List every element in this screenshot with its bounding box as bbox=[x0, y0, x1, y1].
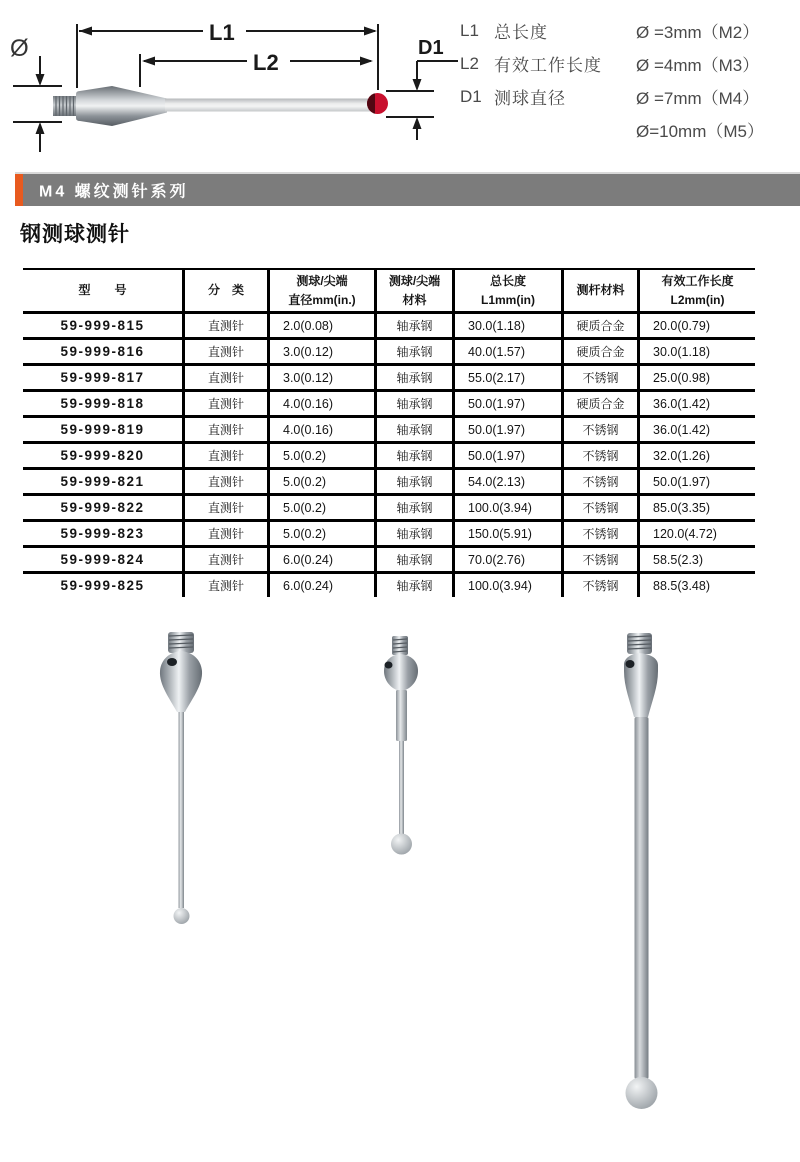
table-cell: 59-999-822 bbox=[23, 495, 184, 521]
table-cell: 5.0(0.2) bbox=[269, 521, 376, 547]
column-header: 测球/尖端 直径mm(in.) bbox=[269, 269, 376, 313]
column-header: 测球/尖端 材料 bbox=[376, 269, 454, 313]
table-cell: 轴承钢 bbox=[376, 339, 454, 365]
table-cell: 不锈钢 bbox=[563, 547, 639, 573]
table-row bbox=[23, 573, 755, 598]
stylus-spec-table bbox=[23, 268, 755, 597]
table-cell: 36.0(1.42) bbox=[653, 396, 710, 411]
ball-shadow bbox=[366, 91, 375, 116]
table-cell: 5.0(0.2) bbox=[269, 443, 376, 469]
thread-size: Ø=10mm（M5） bbox=[636, 122, 764, 141]
l2-label: L2 bbox=[253, 50, 279, 75]
table-cell: 不锈钢 bbox=[563, 495, 639, 521]
table-cell: 36.0(1.42) bbox=[653, 422, 710, 437]
table-cell: 25.0(0.98) bbox=[653, 370, 710, 385]
table-cell: 70.0(2.76) bbox=[454, 547, 563, 573]
table-cell: 直测针 bbox=[184, 339, 269, 365]
legend-desc: 总长度 bbox=[494, 23, 548, 42]
series-title-bar bbox=[15, 172, 800, 206]
side-hole bbox=[385, 662, 393, 669]
table-row bbox=[23, 495, 755, 521]
table-cell: 直测针 bbox=[184, 521, 269, 547]
table-cell: 59-999-823 bbox=[23, 521, 184, 547]
thread-size: Ø =4mm（M3） bbox=[636, 56, 760, 75]
table-cell: 不锈钢 bbox=[563, 443, 639, 469]
table-cell: 50.0(1.97) bbox=[454, 417, 563, 443]
table-cell: 直测针 bbox=[184, 417, 269, 443]
table-cell: 4.0(0.16) bbox=[269, 391, 376, 417]
table-cell: 150.0(5.91) bbox=[454, 521, 563, 547]
legend-desc: 有效工作长度 bbox=[494, 56, 602, 75]
table-cell: 6.0(0.24) bbox=[269, 547, 376, 573]
table-row bbox=[23, 365, 755, 391]
table-row bbox=[23, 521, 755, 547]
column-header: 测杆材料 bbox=[563, 269, 639, 313]
table-cell: 6.0(0.24) bbox=[269, 573, 376, 598]
table-cell: 直测针 bbox=[184, 495, 269, 521]
stepped-stem-stylus-icon bbox=[376, 634, 426, 864]
thread-size: Ø =3mm（M2） bbox=[636, 23, 760, 42]
legend-code: L2 bbox=[460, 53, 479, 73]
table-cell: 59-999-815 bbox=[23, 313, 184, 339]
table-cell: 2.0(0.08) bbox=[269, 313, 376, 339]
table-cell: 轴承钢 bbox=[376, 417, 454, 443]
table-cell: 不锈钢 bbox=[563, 521, 639, 547]
stylus-spec-table-wrap bbox=[23, 268, 737, 597]
table-cell: 54.0(2.13) bbox=[454, 469, 563, 495]
side-hole bbox=[626, 660, 635, 668]
stylus-cone bbox=[112, 86, 167, 126]
table-cell: 59-999-825 bbox=[23, 573, 184, 598]
table-cell: 40.0(1.57) bbox=[454, 339, 563, 365]
stylus-drawing bbox=[53, 86, 388, 126]
table-cell: 58.5(2.3) bbox=[653, 552, 704, 567]
table-cell: 59-999-824 bbox=[23, 547, 184, 573]
table-cell: 轴承钢 bbox=[376, 573, 454, 598]
table-cell: 硬质合金 bbox=[563, 391, 639, 417]
lower-stem bbox=[399, 741, 404, 834]
table-cell: 4.0(0.16) bbox=[269, 417, 376, 443]
table-cell: 不锈钢 bbox=[563, 365, 639, 391]
table-cell: 100.0(3.94) bbox=[454, 573, 563, 598]
column-header: 有效工作长度 L2mm(in) bbox=[639, 269, 756, 313]
thread-size-list bbox=[636, 14, 764, 146]
legend-desc: 测球直径 bbox=[494, 89, 566, 108]
legend-row-l1 bbox=[460, 14, 602, 47]
table-cell: 5.0(0.2) bbox=[269, 495, 376, 521]
ball bbox=[174, 908, 190, 924]
table-row bbox=[23, 391, 755, 417]
table-cell: 59-999-821 bbox=[23, 469, 184, 495]
l1-label: L1 bbox=[209, 20, 235, 45]
table-cell: 59-999-820 bbox=[23, 443, 184, 469]
legend-row-l2 bbox=[460, 47, 602, 80]
table-cell: 直测针 bbox=[184, 391, 269, 417]
table-cell: 轴承钢 bbox=[376, 521, 454, 547]
table-row bbox=[23, 469, 755, 495]
table-cell: 不锈钢 bbox=[563, 573, 639, 598]
dimension-lines bbox=[13, 24, 458, 152]
side-hole bbox=[167, 658, 177, 666]
column-header: 分 类 bbox=[184, 269, 269, 313]
table-cell: 轴承钢 bbox=[376, 469, 454, 495]
table-cell: 轴承钢 bbox=[376, 495, 454, 521]
stylus-collar bbox=[76, 86, 112, 126]
table-row bbox=[23, 339, 755, 365]
table-cell: 5.0(0.2) bbox=[269, 469, 376, 495]
stylus-dimension-diagram bbox=[0, 0, 460, 170]
d1-label: D1 bbox=[418, 37, 444, 59]
table-cell: 30.0(1.18) bbox=[653, 344, 710, 359]
table-cell: 直测针 bbox=[184, 313, 269, 339]
table-row bbox=[23, 547, 755, 573]
legend-code: D1 bbox=[460, 86, 482, 106]
table-cell: 50.0(1.97) bbox=[454, 443, 563, 469]
section-title: 钢测球测针 bbox=[20, 223, 130, 246]
table-cell: 50.0(1.97) bbox=[454, 391, 563, 417]
table-cell: 轴承钢 bbox=[376, 313, 454, 339]
dia-symbol: Ø bbox=[10, 35, 29, 62]
body bbox=[384, 654, 418, 690]
ball bbox=[391, 834, 412, 855]
table-row bbox=[23, 443, 755, 469]
table-cell: 硬质合金 bbox=[563, 313, 639, 339]
table-cell: 轴承钢 bbox=[376, 391, 454, 417]
stylus-shaft bbox=[165, 99, 371, 112]
table-cell: 50.0(1.97) bbox=[653, 474, 710, 489]
table-cell: 3.0(0.12) bbox=[269, 365, 376, 391]
stem bbox=[635, 717, 649, 1079]
legend-row-d1 bbox=[460, 80, 602, 113]
table-cell: 直测针 bbox=[184, 547, 269, 573]
table-cell: 直测针 bbox=[184, 365, 269, 391]
table-cell: 不锈钢 bbox=[563, 469, 639, 495]
stem bbox=[179, 712, 185, 908]
table-cell: 85.0(3.35) bbox=[653, 500, 710, 515]
accent-strip bbox=[15, 174, 23, 206]
table-cell: 轴承钢 bbox=[376, 443, 454, 469]
header-row bbox=[23, 269, 755, 313]
table-cell: 59-999-816 bbox=[23, 339, 184, 365]
column-header: 型 号 bbox=[23, 269, 184, 313]
series-title: M4 螺纹测针系列 bbox=[39, 183, 189, 201]
short-ball-stylus-icon bbox=[128, 628, 228, 938]
table-cell: 直测针 bbox=[184, 443, 269, 469]
table-cell: 59-999-817 bbox=[23, 365, 184, 391]
table-cell: 55.0(2.17) bbox=[454, 365, 563, 391]
table-cell: 120.0(4.72) bbox=[653, 526, 717, 541]
body bbox=[160, 651, 202, 712]
table-cell: 88.5(3.48) bbox=[653, 578, 710, 593]
table-cell: 59-999-818 bbox=[23, 391, 184, 417]
table-cell: 硬质合金 bbox=[563, 339, 639, 365]
table-cell: 100.0(3.94) bbox=[454, 495, 563, 521]
long-ball-stylus-icon bbox=[595, 625, 665, 1115]
table-cell: 轴承钢 bbox=[376, 365, 454, 391]
upper-stem bbox=[396, 690, 407, 741]
table-cell: 直测针 bbox=[184, 573, 269, 598]
legend-code: L1 bbox=[460, 20, 479, 40]
dimension-legend bbox=[460, 14, 602, 113]
table-cell: 轴承钢 bbox=[376, 547, 454, 573]
table-row bbox=[23, 313, 755, 339]
table-cell: 20.0(0.79) bbox=[653, 318, 710, 333]
table-cell: 直测针 bbox=[184, 469, 269, 495]
thread-size: Ø =7mm（M4） bbox=[636, 89, 760, 108]
table-cell: 59-999-819 bbox=[23, 417, 184, 443]
table-cell: 3.0(0.12) bbox=[269, 339, 376, 365]
ball bbox=[626, 1077, 658, 1109]
table-cell: 不锈钢 bbox=[563, 417, 639, 443]
table-row bbox=[23, 417, 755, 443]
thread-shank bbox=[53, 96, 78, 116]
table-cell: 32.0(1.26) bbox=[653, 448, 710, 463]
table-cell: 30.0(1.18) bbox=[454, 313, 563, 339]
column-header: 总长度 L1mm(in) bbox=[454, 269, 563, 313]
